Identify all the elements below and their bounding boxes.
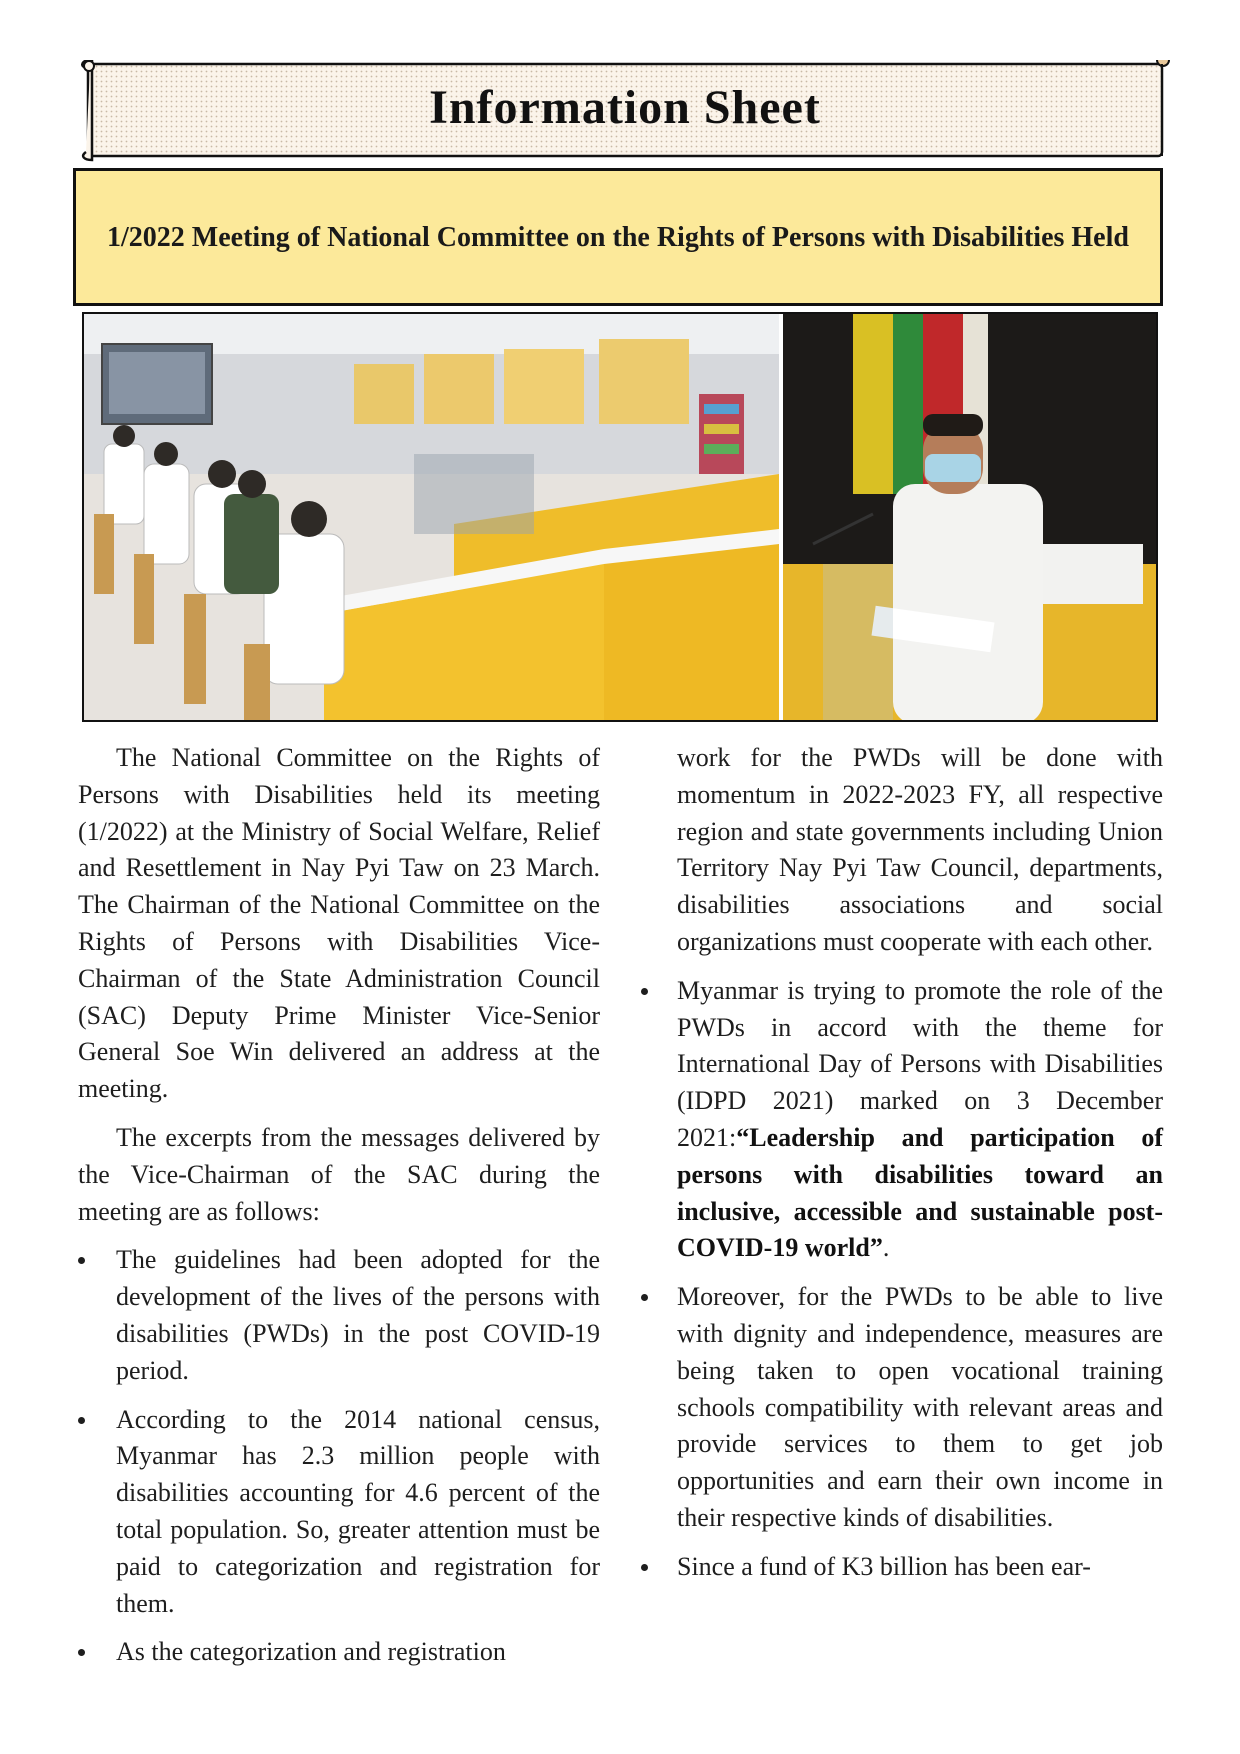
bullet-icon bbox=[78, 1257, 85, 1264]
bullet-icon bbox=[641, 988, 648, 995]
bullet-icon bbox=[641, 1294, 648, 1301]
right-column bbox=[677, 740, 1163, 1598]
speaker-photo bbox=[783, 314, 1156, 720]
page-title: Information Sheet bbox=[429, 81, 821, 134]
list-item bbox=[78, 1634, 600, 1671]
intro-paragraph: The National Committee on the Rights of Persons with Disabilities held its meeting (1/2022) at the Ministry of Social Welfare, Relief and Resettlement in Nay Pyi Taw on 23 March. The Chairman of the National Committee on the Rights of Persons with Disabilities Vice-Chairman of the State Administration Council (SAC) Deputy Prime Minister Vice-Senior General Soe Win delivered an address at the meeting. bbox=[78, 743, 600, 1104]
list-item-text: The guidelines had been adopted for the development of the lives of the persons with disabilities (PWDs) in the post COVID-19 period. bbox=[116, 1245, 600, 1385]
list-item bbox=[78, 1402, 600, 1623]
continuation-paragraph: work for the PWDs will be done with momentum in 2022-2023 FY, all respective region and state governments including Union Territory Nay Pyi Taw Council, departments, disabilities associations and social organizations must cooperate with each other. bbox=[677, 743, 1163, 956]
bullet-icon bbox=[78, 1417, 85, 1424]
right-bullet-list bbox=[677, 973, 1163, 1586]
list-item-text: According to the 2014 national census, Myanmar has 2.3 million people with disabilities accounting for 4.6 percent of the total population. So, greater attention must be paid to categorization and registration for them. bbox=[116, 1404, 600, 1618]
excerpts-paragraph: The excerpts from the messages delivered by the Vice-Chairman of the SAC during the meeting are as follows: bbox=[78, 1122, 600, 1226]
bullet-icon bbox=[78, 1649, 85, 1656]
idpd-theme-quote: “Leadership and participation of persons with disabilities toward an inclusive, accessible and sustainable post-COVID-19 world” bbox=[677, 1122, 1163, 1263]
left-bullet-list bbox=[78, 1242, 600, 1671]
list-item bbox=[677, 973, 1163, 1267]
list-item-text: Moreover, for the PWDs to be able to live with dignity and independence, measures are being taken to open vocational training schools compatibility with relevant areas and provide services to them to get job opportunities and earn their own income in their respective kinds of disabilities. bbox=[677, 1282, 1163, 1532]
list-item-text: Myanmar is trying to promote the role of the PWDs in accord with the theme for International Day of Persons with Disabilities (IDPD 2021) marked on 3 December 2021: bbox=[677, 975, 1163, 1152]
photo-strip bbox=[82, 312, 1158, 722]
subtitle-box bbox=[73, 168, 1163, 306]
meeting-room-photo bbox=[84, 314, 779, 720]
list-item bbox=[78, 1242, 600, 1389]
list-item-text: Since a fund of K3 billion has been ear- bbox=[677, 1551, 1091, 1581]
list-item-end: . bbox=[882, 1233, 890, 1263]
list-item-text: As the categorization and registration bbox=[116, 1637, 506, 1667]
list-item bbox=[677, 1279, 1163, 1537]
left-column bbox=[78, 740, 600, 1683]
article-headline: 1/2022 Meeting of National Committee on the Rights of Persons with Disabilities Held bbox=[107, 221, 1129, 253]
list-item bbox=[677, 1549, 1163, 1586]
bullet-icon bbox=[641, 1564, 648, 1571]
title-scroll-banner bbox=[80, 60, 1170, 162]
